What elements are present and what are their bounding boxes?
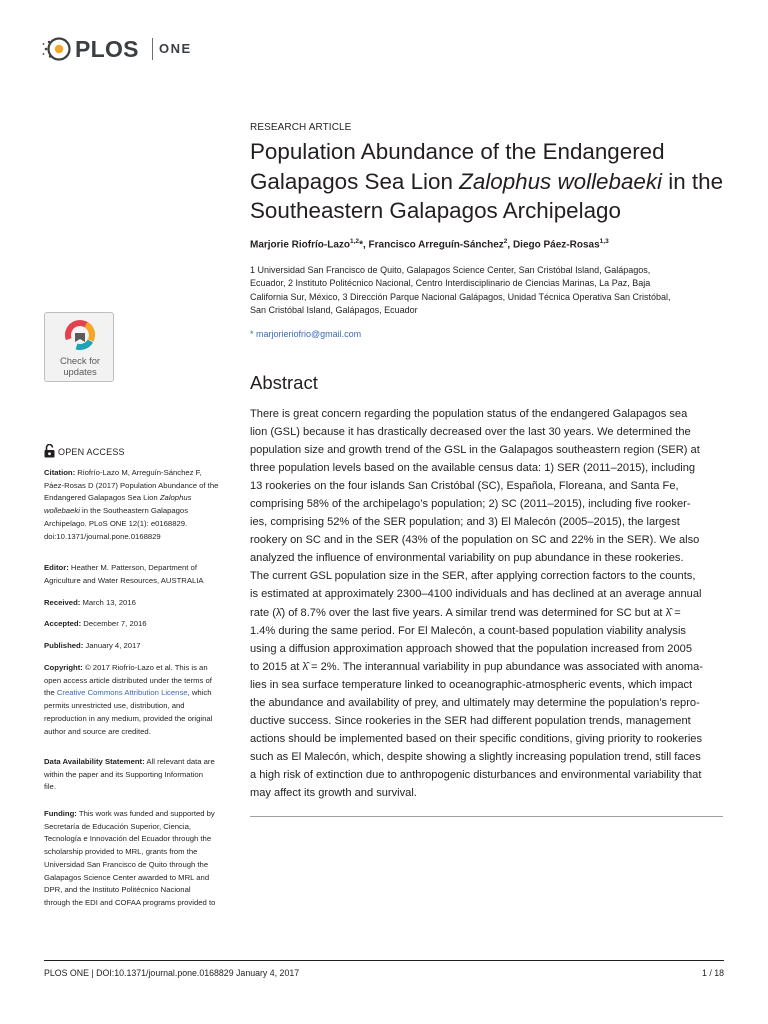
author-name[interactable]: Diego Páez-Rosas [512,239,600,251]
copyright-text: © 2017 Riofrío-Lazo et al. This is an [82,663,208,672]
funding-label: Funding: [44,809,77,818]
received-value: March 13, 2016 [80,598,136,607]
abstract-heading: Abstract [250,372,318,393]
article-type: RESEARCH ARTICLE [250,122,352,133]
abstract-line: using a diffusion approximation approach showed that the population increased from 2005 [250,642,692,655]
funding-line: Secretaría de Educación Superior, Ciencia, [44,821,192,831]
abstract-line: ies, comprising 52% of the SER population; and 3) El Malecón (2005–2015), the largest [250,516,680,529]
copyright-line [44,662,239,675]
abstract-line: such as El Malecón, which, despite showing a slightly increasing population trend, still faces [250,750,701,763]
editor-line: Agriculture and Water Resources, AUSTRALIA [44,575,204,585]
affiliation-line: Ecuador, 2 Instituto Politécnico Nacional, Centro Interdisciplinario de Ciencias Marinas, La Paz, Baja [250,278,651,289]
copyright-label: Copyright: [44,663,83,672]
title-line-2-start: Galapagos Sea Lion [250,168,460,194]
abstract-line: analyzed the influence of environmental variability on pup abundance in these rookeries. [250,552,684,565]
affiliation-line: San Cristóbal Island, Galápagos, Ecuador [250,304,418,315]
copyright-text: , which [187,688,212,698]
title-line-1: Population Abundance of the Endangered [250,139,665,164]
abstract-line: lies in sea surface temperature linked to oceanographic-atmospheric events, which impact [250,678,693,691]
citation-line: Archipelago. PLoS ONE 12(1): e0168829. [44,518,188,528]
data-availability-text: All relevant data are [144,757,215,766]
abstract-line: There is great concern regarding the population status of the endangered Galapagos sea [250,408,688,420]
editor-text: Heather M. Patterson, Department of [68,563,197,572]
citation-text: Endangered Galapagos Sea Lion [44,493,160,503]
author-affiliation-ref: 2 [503,238,508,245]
data-availability-label: Data Availability Statement: [44,757,145,766]
page-number: 1 / 18 [701,968,724,978]
affiliations [250,264,725,317]
corresponding-email [250,329,361,339]
copyright-line: reproduction in any medium, provided the original [44,713,213,723]
copyright-block [44,662,239,738]
funding-text: This work was funded and supported by [76,809,215,818]
accepted-label: Accepted: [44,619,82,628]
species-name: Zalophus wollebaeki [459,168,663,194]
copyright-line [44,687,239,700]
email-link[interactable]: marjorieriofrio@gmail.com [256,329,362,339]
citation-line [44,505,239,518]
data-availability-block [44,756,239,794]
citation-species: Zalophus [159,493,192,503]
author-name[interactable]: Francisco Arreguín-Sánchez [368,239,504,251]
funding-line: Tecnología e Innovación del Ecuador through the [44,834,212,844]
data-availability-line: within the paper and its Supporting Information [44,769,203,779]
author-name[interactable]: Marjorie Riofrío-Lazo [250,239,351,251]
funding-line: Universidad San Francisco de Quito through the [44,859,209,869]
editor-line [44,562,239,575]
footer-rule [44,960,724,961]
plos-logo-icon [42,34,74,64]
abstract-line: 1.4% during the same period. For El Malecón, a count-based population viability analysis [250,624,686,637]
abstract-body [250,405,724,802]
abstract-separator [250,816,723,817]
published-line [44,640,239,653]
funding-line: Galapagos Science Center awarded to MRL and [44,872,210,882]
copyright-text: the [44,688,57,698]
published-date [44,640,239,653]
abstract-line: rate (λ̂) of 8.7% over the last five years. A similar trend was determined for SC but at λ̂ = [250,606,681,619]
abstract-line: 13 rookeries on the four islands San Cristóbal (SC), Española, Floreana, and Santa Fe, [250,480,679,493]
funding-line: DPR, and the Instituto Politécnico Nacional [44,885,191,895]
abstract-line: actions should be implemented based on their specific conditions, giving priority to rookeries [250,732,703,745]
funding-line: through the EDI and COFAA programs provided to [44,897,216,907]
affiliation-line: California Sur, México, 3 Dirección Parque Nacional Galápagos, Unidad Técnica Operativa San Cristóbal, [250,291,671,302]
published-label: Published: [44,641,84,650]
author-separator: , [507,239,513,251]
abstract-line: a high risk of extinction due to anthropogenic disturbances and environmental variability that [250,768,702,781]
citation-line [44,492,239,505]
open-access-label: OPEN ACCESS [58,447,125,457]
funding-line [44,808,239,821]
check-for-updates-badge[interactable] [44,312,114,382]
title-line-2 [250,167,724,197]
citation-label: Citation: [44,468,76,477]
citation-species: wollebaeki [44,506,80,516]
citation-block [44,467,239,543]
author-affiliation-ref: 1,3 [599,238,609,245]
footer-citation: PLOS ONE | DOI:10.1371/journal.pone.0168829 January 4, 2017 [44,968,300,978]
abstract-line: population size and growth trend of the GSL in the Galapagos southeastern region (SER) at [250,444,700,457]
badge-label-line-1: Check for [59,355,101,366]
published-value: January 4, 2017 [83,641,141,650]
copyright-line: author and source are credited. [44,726,151,736]
editor-label: Editor: [44,563,69,572]
affiliation-line: 1 Universidad San Francisco de Quito, Galapagos Science Center, San Cristóbal Island, Galápagos, [250,265,651,275]
logo-divider [152,38,153,60]
data-availability-line: file. [44,782,56,792]
abstract-line: is estimated at approximately 2300–4100 individuals and has declined at an average annual [250,588,702,601]
logo-journal: ONE [159,41,192,56]
abstract-line: may affect its growth and survival. [250,786,417,799]
citation-text: Riofrío-Lazo M, Arreguín-Sánchez F, [75,468,202,477]
logo-brand: PLOS [75,36,139,62]
copyright-line: permits unrestricted use, distribution, and [44,701,185,711]
license-link[interactable]: Creative Commons Attribution License [56,688,188,698]
citation-line [44,467,239,480]
received-date [44,597,239,610]
title-line-2-end: in the [662,168,724,194]
plos-one-logo[interactable] [42,32,192,66]
accepted-date [44,618,239,631]
accepted-line [44,618,239,631]
abstract-line: rookery on SC and in the SER (43% of the population on SC and 22% in the SER). We also [250,534,700,547]
editor-block [44,562,239,587]
article-title [250,137,724,226]
abstract-line: The current GSL population size in the SER, after applying correction factors to the counts, [250,570,696,583]
author-separator: , [362,239,369,251]
data-availability-line [44,756,239,769]
open-lock-icon [44,444,55,458]
abstract-line: ductive success. Since rookeries in the SER had different population trends, management [250,714,691,727]
abstract-line: three population levels based on the available census data: 1) SER (2011–2015), including [250,462,696,475]
citation-line: Páez-Rosas D (2017) Population Abundance of the [44,480,219,490]
corresponding-mark: * [359,239,363,251]
author-list [250,238,609,250]
abstract-line: lion (GSL) because it has drastically decreased over the last 30 years. We determined the [250,426,691,439]
abstract-line: to 2015 at λ̂ = 2%. The interannual variability in pup abundance was associated with anoma- [250,660,703,673]
abstract-line: comprising 58% of the archipelago’s population; 2) SC (2011–2015), including five rooker- [250,498,691,511]
citation-doi[interactable]: doi:10.1371/journal.pone.0168829 [44,531,161,541]
author-affiliation-ref: 1,2 [350,238,360,245]
title-line-3: Southeastern Galapagos Archipelago [250,198,621,223]
funding-line: scholarship provided to MRL, grants from the [44,847,198,857]
accepted-value: December 7, 2016 [81,619,147,628]
funding-block [44,808,239,910]
email-mark: * [250,329,257,339]
badge-label-line-2: updates [63,366,97,377]
citation-text: in the Southeastern Galapagos [79,506,189,516]
received-line [44,597,239,610]
check-for-updates-icon [64,319,96,351]
abstract-line: the abundance and availability of prey, and ultimately may determine the population’s repro- [250,696,700,709]
copyright-line: open access article distributed under the terms of [44,675,212,685]
received-label: Received: [44,598,81,607]
